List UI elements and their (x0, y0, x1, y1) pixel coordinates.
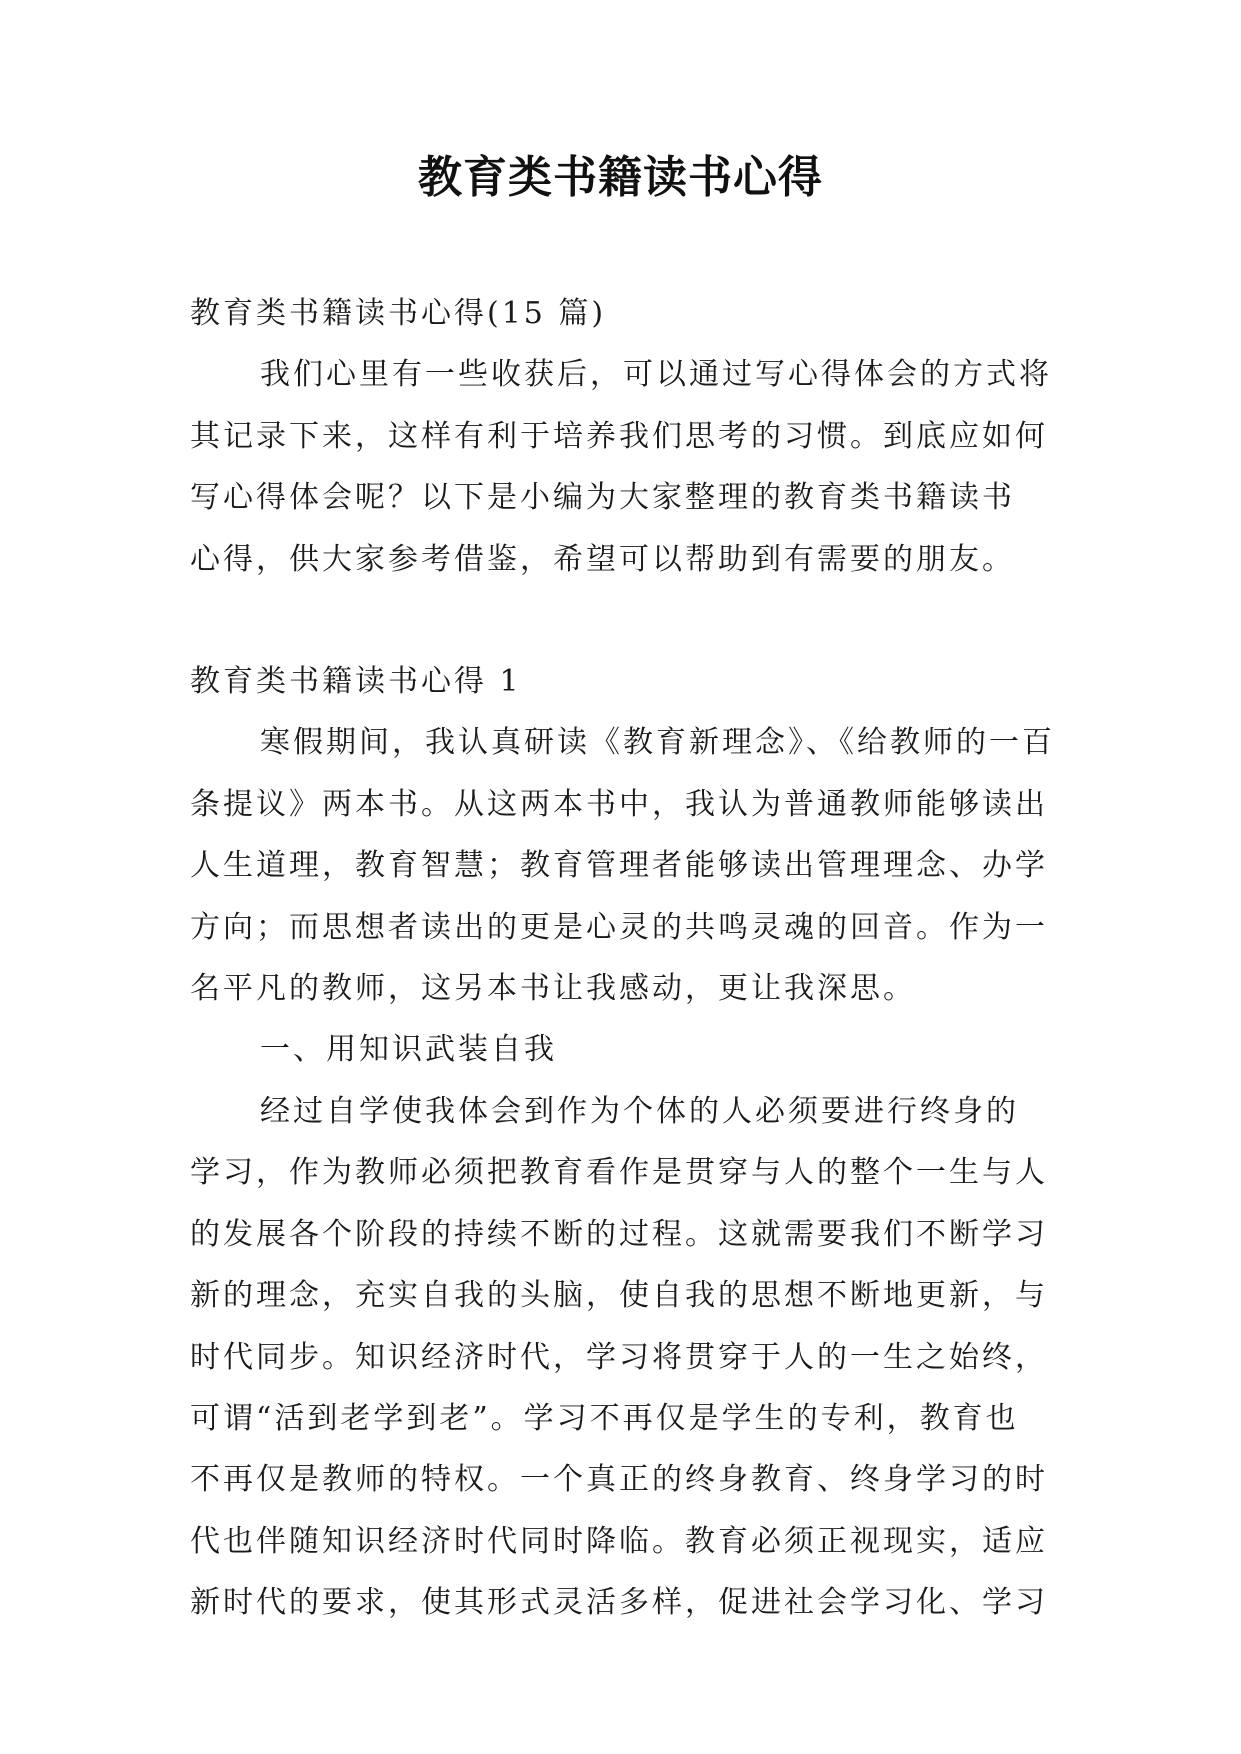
intro-line: 写心得体会呢？以下是小编为大家整理的教育类书籍读书 (190, 480, 1015, 516)
point-line: 不再仅是教师的特权。一个真正的终身教育、终身学习的时 (190, 1462, 1048, 1498)
point-line: 经过自学使我体会到作为个体的人必须要进行终身的 (260, 1093, 1019, 1129)
point-line: 学习，作为教师必须把教育看作是贯穿与人的整个一生与人 (190, 1155, 1048, 1191)
section-line: 条提议》两本书。从这两本书中，我认为普通教师能够读出 (190, 786, 1048, 822)
document-title: 教育类书籍读书心得 (418, 152, 823, 203)
document-subtitle: 教育类书籍读书心得(15 篇) (190, 296, 607, 331)
point-line: 新的理念，充实自我的头脑，使自我的思想不断地更新，与 (190, 1278, 1048, 1314)
point-line: 时代同步。知识经济时代，学习将贯穿于人的一生之始终， (190, 1339, 1048, 1375)
point-heading: 一、用知识武装自我 (260, 1032, 557, 1068)
section-line: 方向；而思想者读出的更是心灵的共鸣灵魂的回音。作为一 (190, 909, 1048, 945)
point-line: 可谓“活到老学到老”。学习不再仅是学生的专利，教育也 (190, 1400, 1019, 1436)
document-body (190, 283, 1070, 1634)
section-heading: 教育类书籍读书心得 1 (190, 664, 522, 700)
point-line: 代也伴随知识经济时代同时降临。教育必须正视现实，适应 (190, 1523, 1048, 1559)
point-line: 的发展各个阶段的持续不断的过程。这就需要我们不断学习 (190, 1216, 1048, 1252)
intro-line: 我们心里有一些收获后，可以通过写心得体会的方式将 (260, 357, 1052, 393)
section-line: 寒假期间，我认真研读《教育新理念》、《给教师的一百 (260, 725, 1055, 761)
intro-line: 心得，供大家参考借鉴，希望可以帮助到有需要的朋友。 (190, 541, 1015, 577)
point-line: 新时代的要求，使其形式灵活多样，促进社会学习化、学习 (190, 1585, 1048, 1621)
section-line: 名平凡的教师，这另本书让我感动，更让我深思。 (190, 971, 916, 1007)
intro-line: 其记录下来，这样有利于培养我们思考的习惯。到底应如何 (190, 418, 1048, 454)
section-line: 人生道理，教育智慧；教育管理者能够读出管理理念、办学 (190, 848, 1048, 884)
paragraph-gap (190, 590, 1070, 651)
